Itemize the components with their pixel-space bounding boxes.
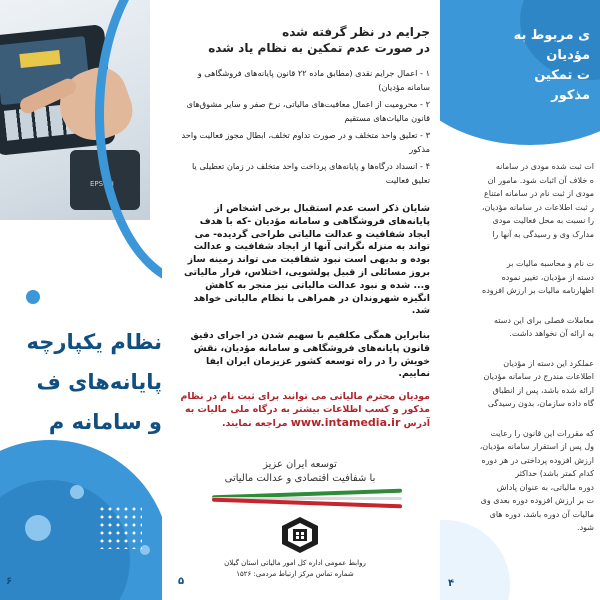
footer-line: روابط عمومی اداره کل امور مالیاتی استان گیلان: [224, 559, 366, 567]
slogan-line: توسعه ایران عزیز: [263, 459, 337, 470]
heading-line: ت تمکین: [534, 68, 590, 83]
flag-stripes-graphic: [212, 492, 402, 506]
tax-organization-logo-icon: [280, 516, 320, 554]
website-link[interactable]: www.intamedia.ir: [290, 416, 401, 429]
right-panel: [440, 0, 600, 600]
list-item: ۱ - اعمال جرایم نقدی (مطابق ماده ۲۲ قانون پایانه‌های فروشگاهی و سامانه مؤدیان): [197, 68, 430, 92]
cover-title-line: و سامانه م: [48, 410, 162, 434]
footer-contact: [190, 558, 400, 580]
heading-line: ی مربوط به: [513, 28, 590, 43]
decorative-ring: [95, 0, 162, 288]
heading-line: در صورت عدم تمکین به نظام یاد شده: [208, 41, 430, 55]
list-item: ۴ - انسداد درگاه‌ها و پایانه‌های پرداخت واحد متخلف در زمان تعطیلی یا تعلیق فعالیت: [191, 161, 430, 185]
left-panel: [0, 0, 162, 600]
slogan: [200, 458, 400, 486]
decorative-dot: [25, 515, 51, 541]
page-number: ۵: [178, 576, 185, 587]
body-paragraph: عملکرد این دسته از مؤدیان اطلاعات مندرج در سامانه مؤدیان ارائه شده باشد، پس از انطباق گاه داده سازمان، بدون رسیدگی: [483, 358, 594, 408]
middle-panel: [168, 0, 440, 600]
heading-line: جرایم در نظر گرفته شده: [282, 25, 430, 39]
heading-line: مؤدیان: [546, 48, 590, 63]
registration-text: مودیان محترم مالیاتی می توانند برای ثبت نام در نظام مذکور و کسب اطلاعات بیشتر به درگاه ملی مالیات به آدرس: [180, 391, 430, 429]
decorative-dot: [70, 485, 84, 499]
cover-title-line: نظام یکپارچه: [26, 330, 162, 354]
slogan-line: با شفافیت اقتصادی و عدالت مالیاتی: [224, 473, 376, 484]
right-body-text: [454, 160, 594, 551]
body-paragraph: که مقررات این قانون را رعایت ول پس از استقرار سامانه مؤدیان، ارزش افزوده پرداختی در هر دوره کدام کمتر باشد) حداکثر دوره مالیاتی، به عنوان پاداش ت بر ارزش افزوده دوره بعدی وی مالیات آن دوره باشد، دوره های شود.: [479, 428, 594, 532]
footer-line: شماره تماس مرکز ارتباط مردمی: ۱۵۲۶: [236, 570, 354, 578]
body-paragraph: ت نام و محاسبه مالیات بر دسته از مؤدیان، تغییر نموده اظهارنامه مالیات بر ارزش افزوده: [482, 259, 594, 295]
body-paragraph: معاملات فصلی برای این دسته به ارائه آن نخواهد داشت.: [493, 315, 594, 338]
device-label: EPSON: [90, 180, 114, 188]
list-item: ۲ - محرومیت از اعمال معافیت‌های مالیاتی، نرخ صفر و سایر مشوق‌های قانون مالیات‌های مستقیم: [186, 99, 430, 123]
obligation-paragraph: بنابراین همگی مکلفیم با سهیم شدن در اجرای دقیق قانون پایانه‌های فروشگاهی و سامانه مؤدیان، نقش خویش را در راه توسعه کشور عزیزمان ایران ایفا نماییم.: [190, 330, 430, 380]
decorative-dot-grid: [98, 505, 142, 549]
page-number: ۶: [6, 576, 13, 587]
heading-line: مذکور: [551, 88, 590, 103]
list-item: ۳ - تعلیق واحد متخلف و در صورت تداوم تخلف، ابطال مجوز فعالیت واحد مذکور: [181, 130, 430, 154]
cover-title-line: پایانه‌های ف: [36, 370, 162, 394]
registration-tail: مراجعه نمایند.: [222, 418, 288, 429]
right-heading: [450, 26, 590, 106]
body-paragraph: ات ثبت شده مودی در سامانه ه خلاف آن اثبات شود. مامور ان مودی از ثبت نام در سامانه امتناع ر ثبت اطلاعات در سامانه مؤدیان، را نسبت به محل فعالیت مودی مدارک وی و رسیدگی به آنها را: [481, 162, 594, 239]
decorative-dot: [26, 290, 40, 304]
registration-paragraph: [176, 390, 430, 430]
page-number: ۴: [448, 578, 455, 589]
cover-title: [0, 322, 162, 442]
transparency-paragraph: شایان ذکر است عدم استقبال برخی اشخاص از پایانه‌های فروشگاهی و سامانه مؤدیان -که با هدف ایجاد شفافیت و عدالت مالیاتی طراحی گردیده- می تواند به منزله نگرانی آنها از ایجاد شفافیت و عدالت بوده و بدیهی است نبود شفافیت می تواند زمینه ساز بروز مسائلی از قبیل پولشویی، اختلاس، فرار مالیاتی و... شده و نبود عدالت مالیاتی نیز منجر به کاهش انگیزه شهروندان در همراهی با نظام مالیاتی خواهد شد.: [184, 203, 430, 317]
penalties-heading: [180, 24, 430, 56]
penalties-list: [176, 66, 430, 190]
